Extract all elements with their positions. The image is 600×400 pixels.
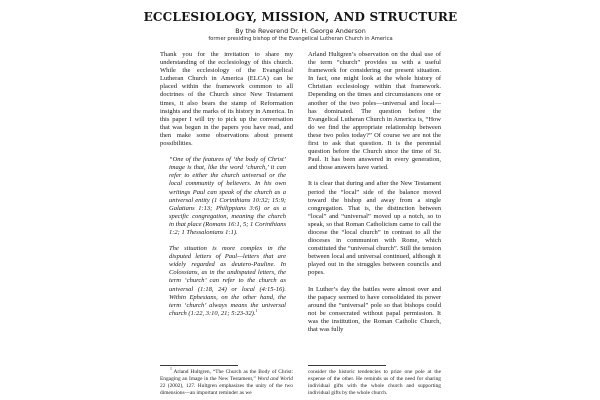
author-affiliation: former presiding bishop of the Evangelical Lutheran Church in America xyxy=(208,36,393,42)
document-page xyxy=(143,10,458,399)
footnote-citation-start: Arland Hultgren, “The Church as the Body of Christ: Engaging an Image in the New Testament,” xyxy=(160,369,293,383)
left-column xyxy=(160,51,293,399)
footnote-continuation-separator xyxy=(308,365,386,366)
right-paragraph-1: Arland Hultgren’s observation on the dual use of the term “church” provides us with a useful framework for considering our present situation. In fact, one might look at the whole history of Christian ecclesiology within that framework. Depending on the times and circumstances one or another of the two poles—universal and local—has dominated. The question before the Evangelical Lutheran Church in America is, “How do we find the appropriate relationship between these two poles today?” Of course we are not the first to ask that question. It is the perennial question before the Church since the time of St. Paul. It has been answered in every generation, and those answers have varied. xyxy=(308,51,441,172)
footnote-reference-marker: 1 xyxy=(255,308,258,313)
right-paragraph-3: In Luther’s day the battles were almost over and the papacy seemed to have consolidated its power around the “universal” pole so that bishops could not be consecrated without papal permission. It was the institution, the Roman Catholic Church, that was fully xyxy=(308,285,441,333)
footnote-area-right xyxy=(308,365,441,397)
footnote-citation-end: 22 (2002), 127. Hultgren emphasizes the unity of the two dimensions—an important reminder as we xyxy=(160,383,293,397)
document-header xyxy=(143,10,458,42)
footnote-text xyxy=(160,369,293,397)
article-title: ECCLESIOLOGY, MISSION, AND STRUCTURE xyxy=(143,10,458,24)
left-paragraph-1: Thank you for the invitation to share my understanding of the ecclesiology of this church. While the ecclesiology of the Evangelical Lutheran Church in America (ELCA) can be placed within the framework common to all doctrines of the Church since New Testament times, it also bears the stamp of Reformation insights and the marks of its history in America. In this paper I will try to pick up the conversation that was begun in the papers you have read, and then make some observations about present possibilities. xyxy=(160,51,293,148)
two-column-body xyxy=(160,51,441,399)
footnote-number: 1 xyxy=(170,367,172,372)
block-quote-2 xyxy=(169,245,286,318)
footnote-area-left xyxy=(160,365,293,397)
right-column-text xyxy=(308,51,441,363)
block-quote-2-text: The situation is more complex in the disputed letters of Paul—letters that are widely regarded as deutero-Pauline. In Colossians, as in the undisputed letters, the term ‘church’ can refer to the church as universal (1:18, 24) or local (4:15-16). Within Ephesians, on the other hand, the term ‘church’ always means the universal church (1:22, 3:10, 21; 5:23-32). xyxy=(169,245,286,317)
footnote-journal-title: Word and World xyxy=(257,376,294,383)
right-column xyxy=(308,51,441,399)
right-paragraph-2: It is clear that during and after the New Testament period the “local” side of the balance moved toward the bishop and away from a single congregation. That is, the distinction between “local” and “universal” moved up a notch, so to speak, so that Roman Catholicism came to call the diocese the “local church” in contrast to all the dioceses in communion with Rome, which constituted the “universal church”. Still the tension between local and universal continued, although it played out in the struggles between councils and popes. xyxy=(308,180,441,277)
footnote-continuation-text: consider the historic tendencies to prize one pole at the expense of the other. He reminds us of the need for sharing individual gifts with the whole church and supporting individual gifts by the whole church. xyxy=(308,369,441,397)
block-quote-1: “One of the features of ‘the body of Christ’ image is that, like the word ‘church,’ it can refer to either the church universal or the local community of believers. In his own writings Paul can speak of the church as a universal entity (1 Corinthians 10:32; 15:9; Galatians 1:13; Philippians 3:6) or as a specific congregation, meaning the church in that place (Romans 16:1, 5; 1 Corinthians 1:2; 1 Thessalonians 1:1). xyxy=(169,156,286,236)
byline: By the Reverend Dr. H. George Anderson xyxy=(235,26,366,35)
footnote-separator xyxy=(160,365,238,366)
left-column-text xyxy=(160,51,293,363)
